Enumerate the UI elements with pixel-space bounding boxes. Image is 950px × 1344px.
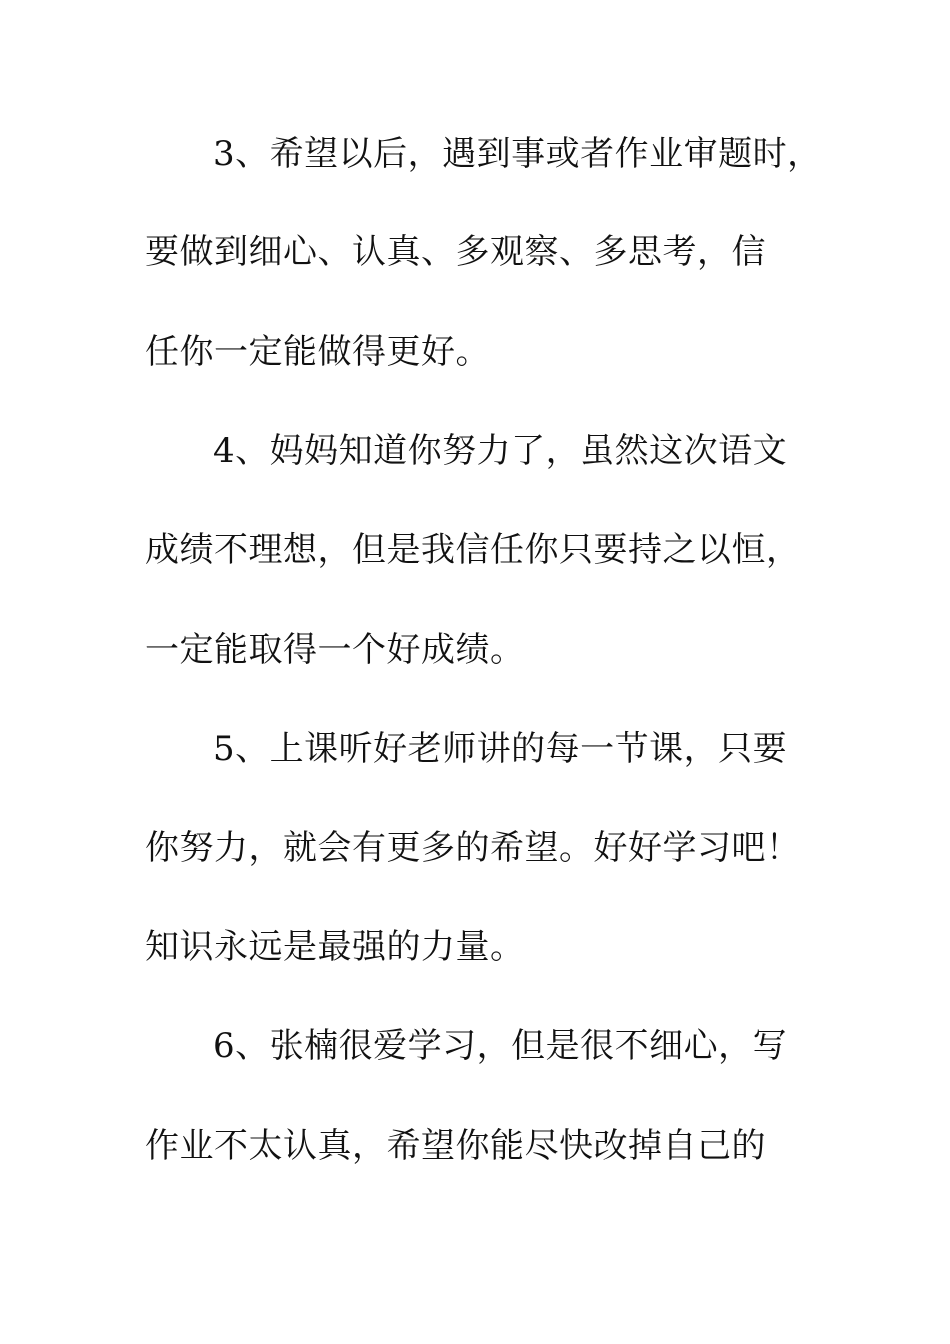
paragraph-line: 3、希望以后，遇到事或者作业审题时， — [213, 134, 822, 174]
paragraph-line: 5、上课听好老师讲的每一节课，只要 — [213, 729, 788, 769]
paragraph-line: 你努力，就会有更多的希望。好好学习吧！ — [145, 828, 801, 868]
paragraph-line: 一定能取得一个好成绩。 — [145, 630, 525, 670]
paragraph-line: 6、张楠很爱学习，但是很不细心，写 — [213, 1026, 788, 1066]
paragraph-line: 4、妈妈知道你努力了，虽然这次语文 — [213, 431, 788, 471]
paragraph-line: 要做到细心、认真、多观察、多思考，信 — [145, 232, 766, 272]
paragraph-line: 作业不太认真，希望你能尽快改掉自己的 — [145, 1126, 766, 1166]
paragraph-line: 成绩不理想，但是我信任你只要持之以恒， — [145, 530, 801, 570]
paragraph-line: 任你一定能做得更好。 — [145, 332, 490, 372]
paragraph-line: 知识永远是最强的力量。 — [145, 927, 525, 967]
